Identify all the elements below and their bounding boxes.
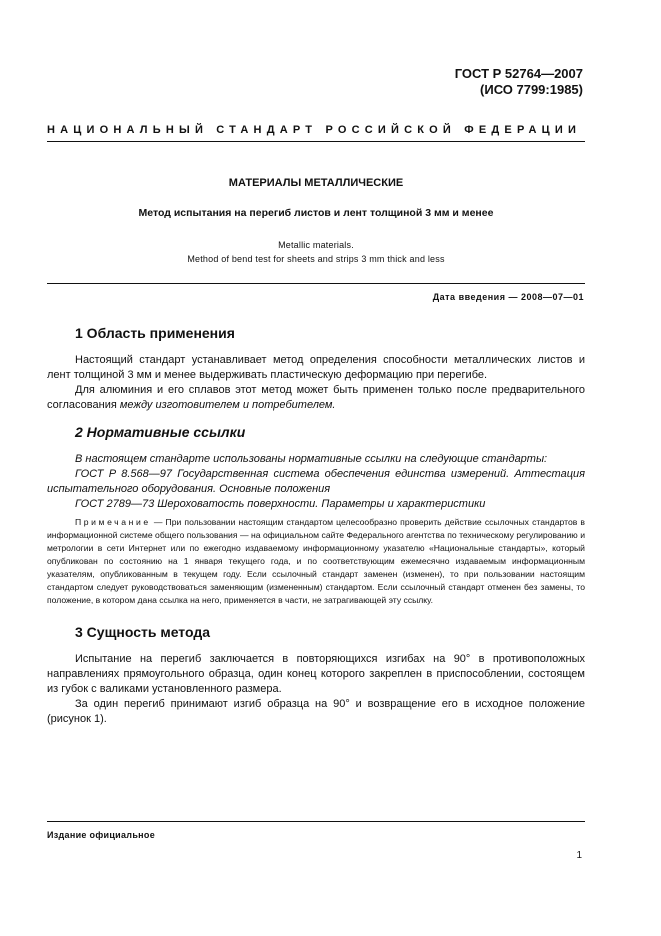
section-2-reference-1: ГОСТ Р 8.568—97 Государственная система обеспечения единства измерений. Аттестация испытательного оборудования. Основные положения — [47, 468, 585, 495]
section-3-body — [47, 652, 585, 727]
section-1-paragraph-2 — [47, 383, 585, 413]
standard-number: ГОСТ Р 52764—2007 — [454, 66, 583, 81]
section-1-paragraph-2-text: Для алюминия и его сплавов этот метод может быть применен только после предварительного согласования — [47, 384, 585, 411]
section-2-heading: 2 Нормативные ссылки — [75, 424, 246, 440]
section-2-body — [47, 452, 585, 512]
national-standard-banner: НАЦИОНАЛЬНЫЙ СТАНДАРТ РОССИЙСКОЙ ФЕДЕРАЦИИ — [47, 124, 582, 136]
section-1-body — [47, 353, 585, 413]
section-2-paragraph-1: В настоящем стандарте использованы нормативные ссылки на следующие стандарты: — [75, 453, 548, 465]
page-number: 1 — [576, 850, 582, 861]
iso-number: (ИСО 7799:1985) — [480, 82, 583, 97]
header-rule — [47, 141, 585, 142]
section-3-heading: 3 Сущность метода — [75, 624, 211, 640]
note-text: — При пользовании настоящим стандартом целесообразно проверить действие ссылочных стандартов в информационной системе общего пользования — на официальном сайте Федерального агентства по техническому регулированию и метрологии в сети Интернет или по ежегодно издаваемому информационному указателю «Национальные стандарты», который опубликован по состоянию на 1 января текущего года, и по соответствующим ежемесячно издаваемым информационным указателям, опубликованным в текущем году. Если ссылочный стандарт заменен (изменен), то при пользовании настоящим стандартом следует руководствоваться заменяющим (измененным) стандартом. Если ссылочный стандарт отменен без замены, то положение, в котором дана ссылка на него, применяется в части, не затрагивающей эту ссылку. — [47, 517, 585, 605]
section-3-paragraph-2: За один перегиб принимают изгиб образца на 90° и возвращение его в исходное положение (рисунок 1). — [47, 698, 585, 725]
section-1-paragraph-1: Настоящий стандарт устанавливает метод определения способности металлических листов и лент толщиной 3 мм и менее выдерживать пластическую деформацию при перегибе. — [47, 354, 585, 381]
document-subtitle: Метод испытания на перегиб листов и лент толщиной 3 мм и менее — [138, 207, 494, 219]
document-title: МАТЕРИАЛЫ МЕТАЛЛИЧЕСКИЕ — [228, 177, 404, 189]
section-1-heading: 1 Область применения — [75, 325, 235, 341]
section-2-note — [47, 516, 585, 607]
note-label: Примечание — [75, 517, 151, 527]
english-title-line1: Metallic materials. — [278, 240, 354, 250]
footer-rule — [47, 821, 585, 822]
title-rule — [47, 283, 585, 284]
section-1-paragraph-2-italic: между изготовителем и потребителем. — [119, 399, 336, 411]
official-edition-label: Издание официальное — [47, 830, 156, 840]
english-title — [47, 238, 585, 266]
section-2-reference-2: ГОСТ 2789—73 Шероховатость поверхности. Параметры и характеристики — [75, 498, 486, 510]
introduction-date: Дата введения — 2008—07—01 — [432, 292, 584, 302]
section-3-paragraph-1: Испытание на перегиб заключается в повторяющихся изгибах на 90° в противоположных направлениях прямоугольного образца, один конец которого закреплен в приспособлении, состоящем из губок с валиками установленного размера. — [47, 653, 585, 695]
english-title-line2: Method of bend test for sheets and strips 3 mm thick and less — [187, 254, 445, 264]
